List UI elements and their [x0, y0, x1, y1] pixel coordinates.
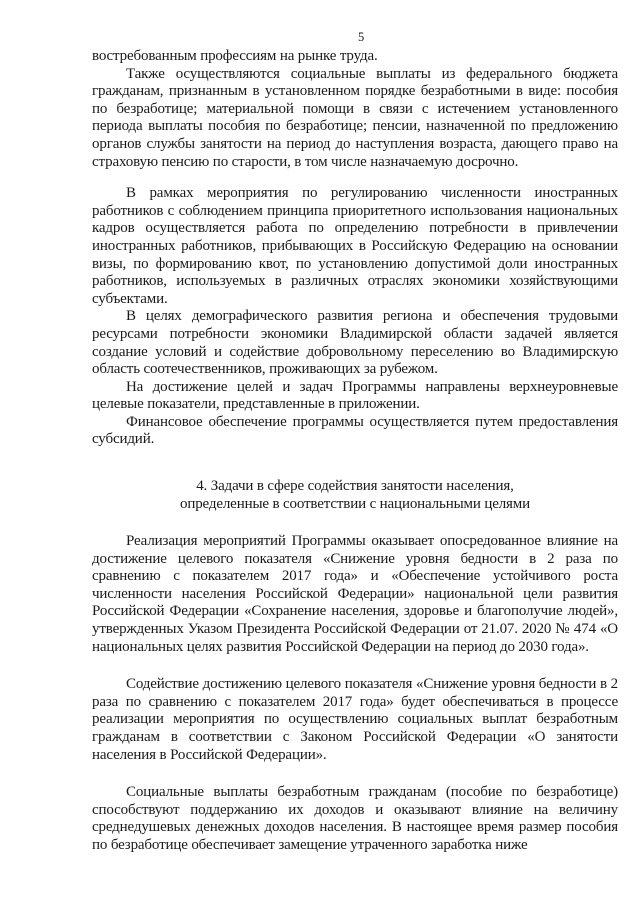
- paragraph: Содействие достижению целевого показателя «Снижение уровня бедности в 2 раза по сравнению с показателем 2017 года» будет обеспечиваться в процессе реализации мероприятия по осуществлению социальных выплат безработным гражданам в соответствии с Законом Российской Федерации «О занятости населения в Российской Федерации».: [92, 676, 618, 763]
- paragraph: Социальные выплаты безработным гражданам (пособие по безработице) способствуют поддержанию их доходов и оказывают влияние на величину среднедушевых денежных доходов населения. В настоящее время размер пособия по безработице обеспечивает замещение утраченного заработка ниже: [92, 784, 618, 853]
- document-page: [92, 26, 618, 855]
- paragraph: Финансовое обеспечение программы осуществляется путем предоставления субсидий.: [92, 413, 618, 448]
- paragraph: востребованным профессиям на рынке труда.: [92, 48, 378, 64]
- section-heading: [92, 477, 618, 513]
- page-number: 5: [357, 30, 365, 44]
- paragraph: В рамках мероприятия по регулированию численности иностранных работников с соблюдением принципа приоритетного использования национальных кадров осуществляется работа по определению потребности в привлечении иностранных работников, прибывающих в Российскую Федерацию на основании визы, по формированию квот, по установлению допустимой доли иностранных работников, используемых в различных отраслях экономики хозяйствующими субъектами.: [92, 185, 618, 307]
- section-heading-line: определенные в соответствии с национальными целями: [179, 496, 531, 513]
- section-heading-line: 4. Задачи в сфере содействия занятости населения,: [196, 478, 514, 495]
- paragraph: В целях демографического развития региона и обеспечения трудовыми ресурсами потребности экономики Владимирской области задачей является создание условий и содействие добровольному переселению во Владимирскую область соотечественников, проживающих за рубежом.: [92, 308, 618, 378]
- paragraph: На достижение целей и задач Программы направлены верхнеуровневые целевые показатели, представленные в приложении.: [92, 378, 618, 413]
- paragraph: Также осуществляются социальные выплаты из федерального бюджета гражданам, признанным в установленном порядке безработными в виде: пособия по безработице; материальной помощи в связи с истечением установленного периода выплаты пособия по безработице; пенсии, назначенной по предложению органов службы занятости на период до наступления возраста, дающего право на страховую пенсию по старости, в том числе назначаемую досрочно.: [92, 65, 618, 170]
- paragraph: Реализация мероприятий Программы оказывает опосредованное влияние на достижение целевого показателя «Снижение уровня бедности в 2 раза по сравнению с показателем 2017 года» и «Обеспечение устойчивого роста численности населения Российской Федерации» национальной цели развития Российской Федерации «Сохранение населения, здоровье и благополучие людей», утвержденных Указом Президента Российской Федерации от 21.07. 2020 № 474 «О национальных целях развития Российской Федерации на период до 2030 года».: [92, 533, 618, 655]
